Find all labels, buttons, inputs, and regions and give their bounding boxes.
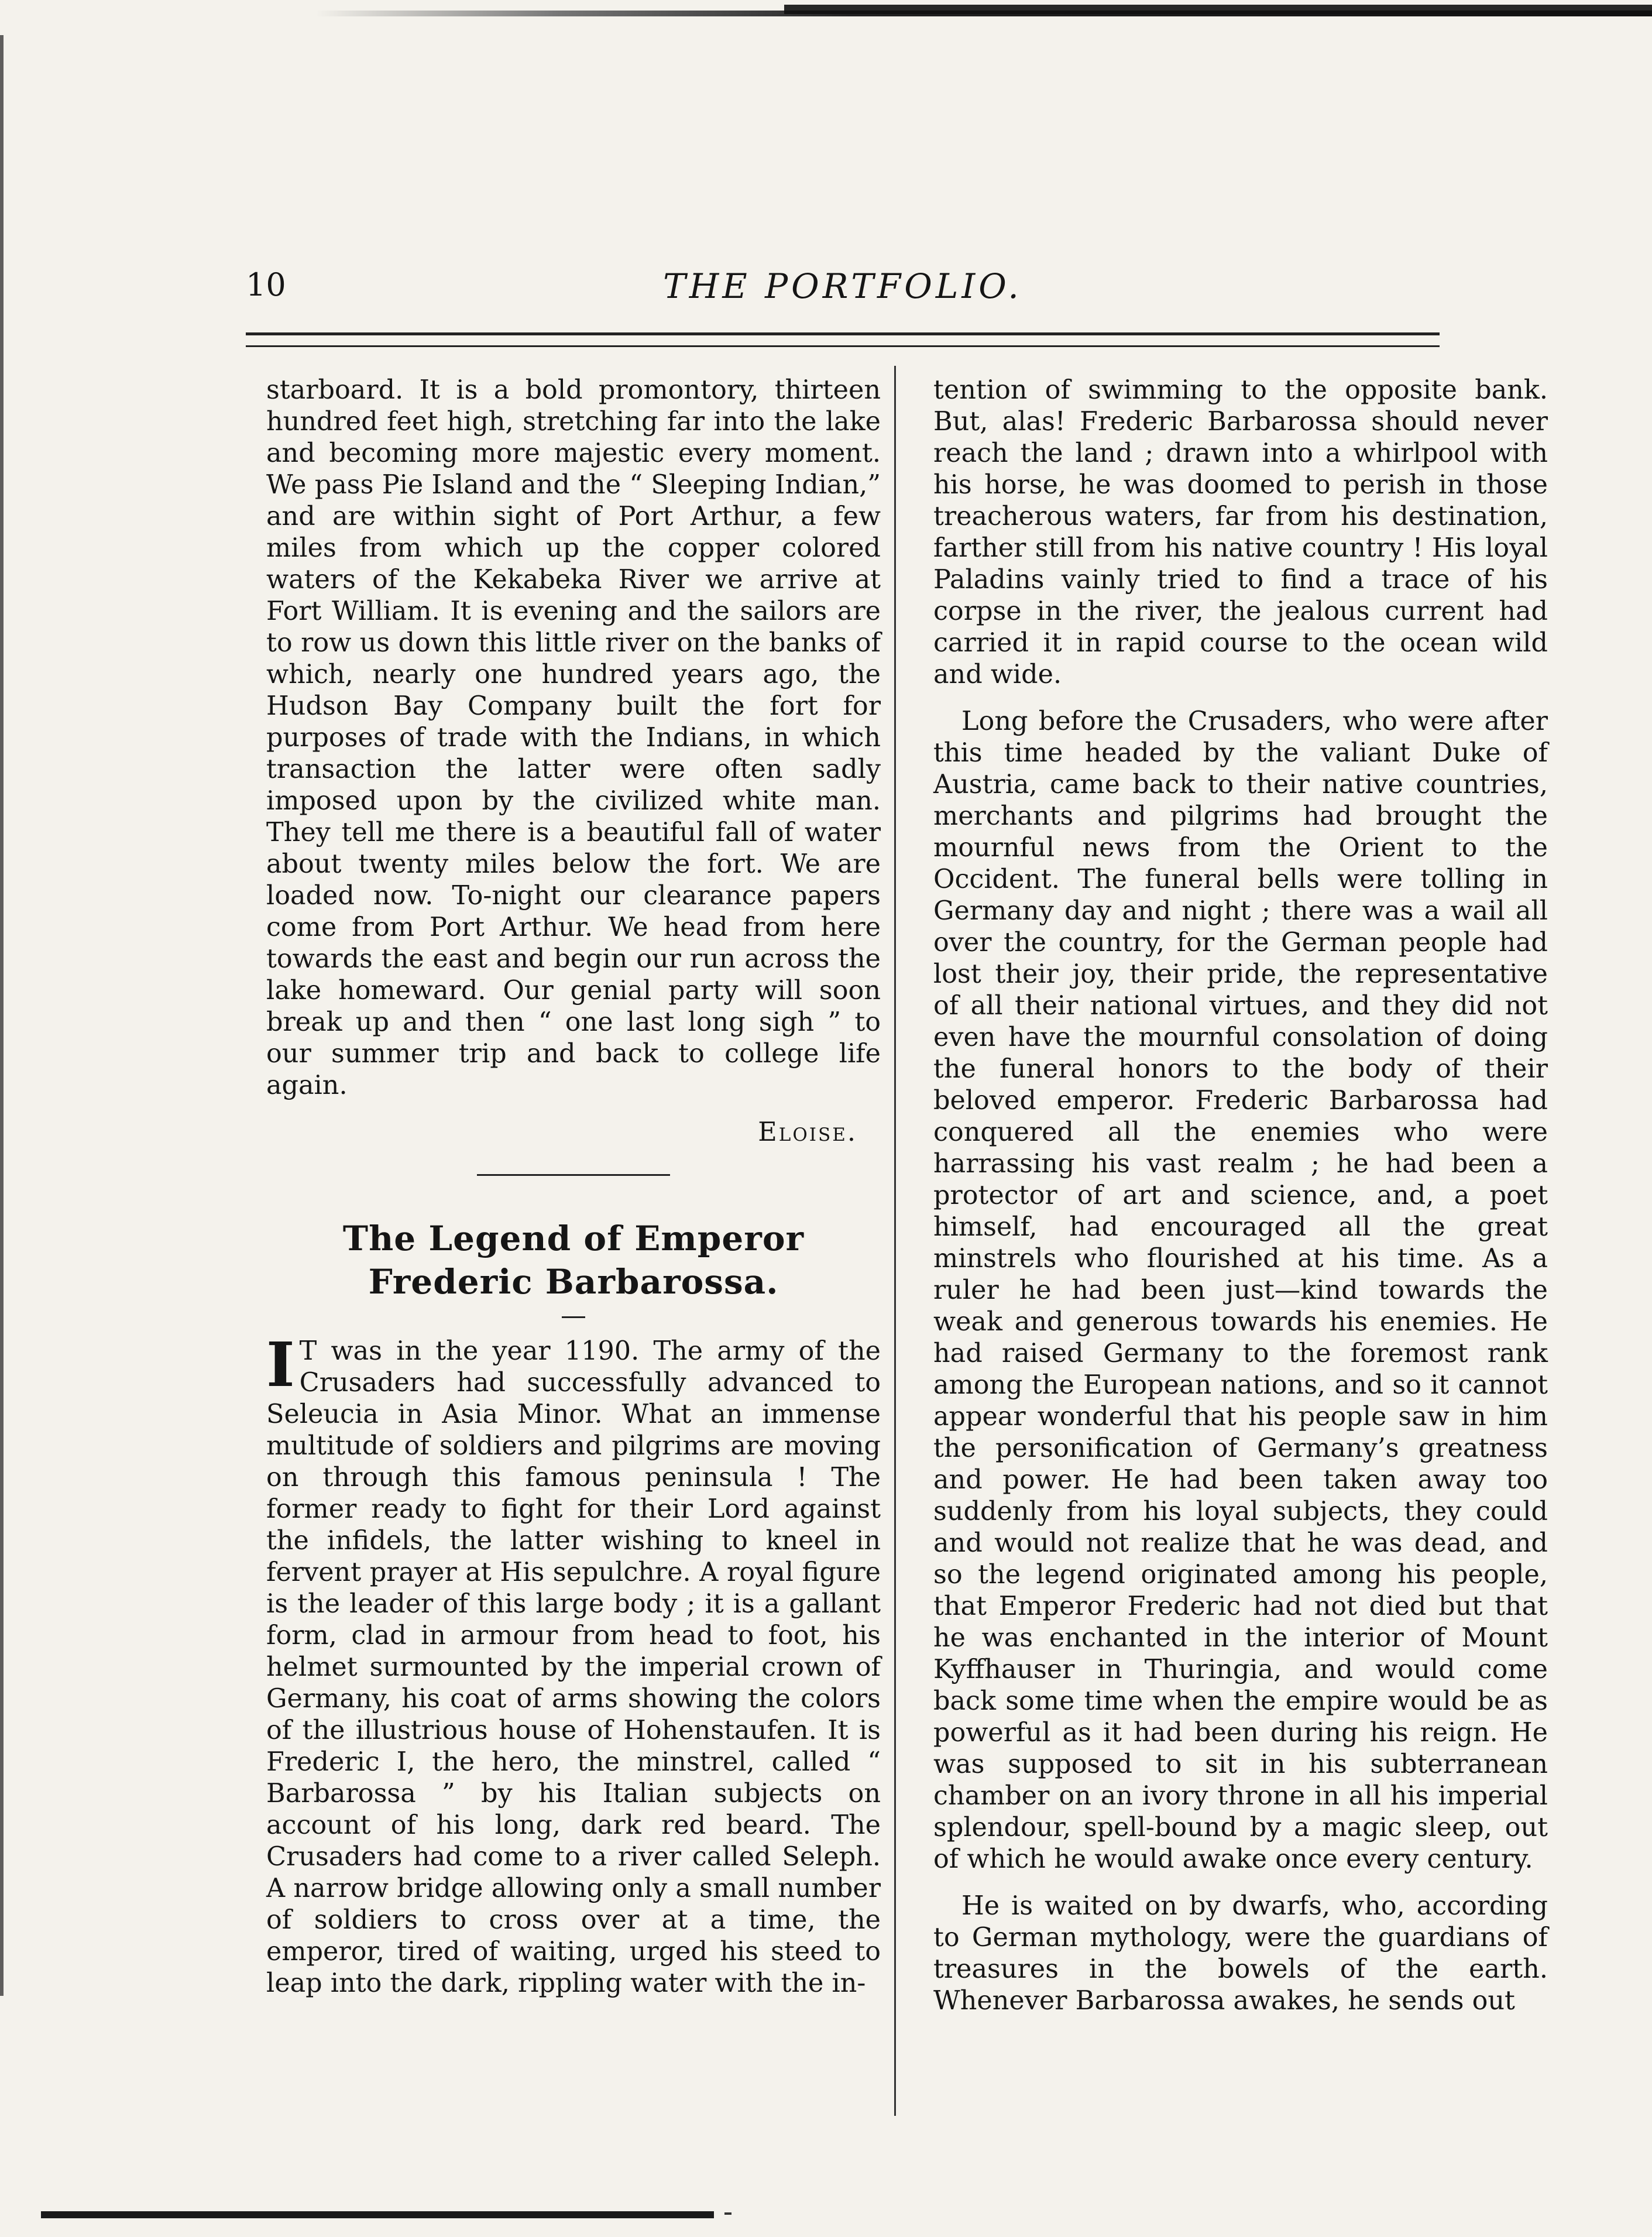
header-rule-thin xyxy=(246,345,1440,347)
legend-paragraph-1 xyxy=(266,1329,881,1999)
right-column xyxy=(933,375,1548,2032)
scan-bottom-rule xyxy=(41,2211,714,2218)
legend-paragraph-3: Long before the Crusaders, who were after this time headed by the valiant Duke of Austria, came back to their native countries, merchants and pilgrims had brought the mournful news from the Orient to the Occident. The funeral bells were tolling in Germany day and night ; there was a wail all over the country, for the German people had lost their joy, their pride, the representative of all their national virtues, and they did not even have the mournful consolation of doing the funeral honors to the body of their beloved emperor. Frederic Barbarossa had conquered all the enemies who were harrassing his vast realm ; he had been a protector of art and science, and, a poet himself, had encouraged all the great minstrels who flourished at his time. As a ruler he had been just—kind towards the weak and generous towards his enemies. He had raised Germany to the foremost rank among the European nations, and so it cannot appear wonderful that his people saw in him the personification of Germany’s greatness and power. He had been taken away too suddenly from his loyal subjects, they could and would not realize that he was dead, and so the legend originated among his people, that Emperor Frederic had not died but that he was enchanted in the interior of Mount Kyffhauser in Thuringia, and would come back some time when the empire would be as powerful as it had been during his reign. He was supposed to sit in his subterranean chamber on an ivory throne in all his imperial splendour, spell-bound by a magic sleep, out of which he would awake once every century. xyxy=(933,706,1548,1874)
page-number: 10 xyxy=(246,266,286,303)
author-signature: Eloise. xyxy=(758,1117,857,1147)
scan-bottom-dash xyxy=(724,2212,731,2215)
page-header xyxy=(246,266,1440,313)
left-column xyxy=(266,375,881,2015)
header-rule-thick xyxy=(246,332,1440,335)
scan-left-edge xyxy=(0,35,4,1996)
travel-paragraph: starboard. It is a bold promontory, thirteen hundred feet high, stretching far into the lake and becoming more majestic every moment. We pass Pie Island and the “ Sleeping Indian,” and are within sight of Port Arthur, a few miles from which up the copper colored waters of the Kekabeka River we arrive at Fort William. It is evening and the sailors are to row us down this little river on the banks of which, nearly one hundred years ago, the Hudson Bay Company built the fort for purposes of trade with the Indians, in which transaction the latter were often sadly imposed upon by the civilized white man. They tell me there is a beautiful fall of water about twenty miles below the fort. We are loaded now. To-night our clearance papers come from Port Arthur. We head from here towards the east and begin our run across the lake homeward. Our genial party will soon break up and then “ one last long sigh ” to our summer trip and back to college life again. xyxy=(266,375,881,1100)
column-divider xyxy=(894,366,896,2116)
legend-paragraph-1-text: T was in the year 1190. The army of the Crusaders had successfully advanced to Seleucia in Asia Minor. What an immense multitude of soldiers and pilgrims are moving on through this famous peninsula ! The former ready to fight for their Lord against the infidels, the latter wishing to kneel in fervent prayer at His sepulchre. A royal figure is the leader of this large body ; it is a gallant form, clad in armour from head to foot, his helmet surmounted by the imperial crown of Germany, his coat of arms showing the colors of the illustrious house of Hohenstaufen. It is Frederic I, the hero, the minstrel, called “ Barbarossa ” by his Italian subjects on account of his long, dark red beard. The Crusaders had come to a river called Seleph. A narrow bridge allowing only a small number of soldiers to cross over at a time, the emperor, tired of waiting, urged his steed to leap into the dark, rippling water with the in- xyxy=(266,1336,881,1998)
title-dash xyxy=(562,1316,585,1318)
section-rule xyxy=(477,1174,670,1176)
drop-cap-letter: I xyxy=(266,1329,295,1401)
scan-top-band xyxy=(784,5,1652,14)
legend-paragraph-2: tention of swimming to the opposite bank. But, alas! Frederic Barbarossa should never reach the land ; drawn into a whirlpool with his horse, he was doomed to perish in those treacherous waters, far from his destination, farther still from his native country ! His loyal Paladins vainly tried to find a trace of his corpse in the river, the jealous current had carried it in rapid course to the ocean wild and wide. xyxy=(933,375,1548,689)
running-title: THE PORTFOLIO. xyxy=(663,266,1022,306)
article-title: The Legend of Emperor Frederic Barbarossa. xyxy=(342,1219,805,1302)
legend-paragraph-4: He is waited on by dwarfs, who, according to German mythology, were the guardians of treasures in the bowels of the earth. Whenever Barbarossa awakes, he sends out xyxy=(933,1891,1548,2016)
